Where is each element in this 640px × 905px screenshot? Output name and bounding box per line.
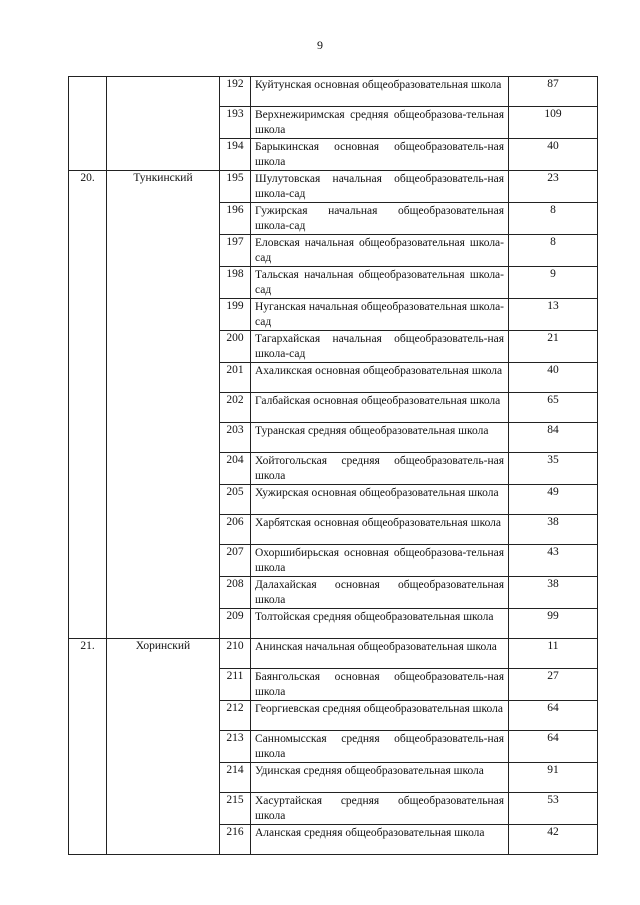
district-number-cell — [69, 77, 107, 171]
district-number-cell: 21. — [69, 639, 107, 855]
school-name-cell: Барыкинская основная общеобразователь-ная школа — [251, 139, 509, 171]
school-name-cell: Баянгольская основная общеобразователь-ная школа — [251, 669, 509, 701]
school-name-cell: Куйтунская основная общеобразовательная школа — [251, 77, 509, 107]
school-name-cell: Удинская средняя общеобразовательная школа — [251, 763, 509, 793]
student-count-cell: 65 — [509, 393, 598, 423]
school-name-cell: Галбайская основная общеобразовательная школа — [251, 393, 509, 423]
student-count-cell: 53 — [509, 793, 598, 825]
school-name-cell: Тагархайская начальная общеобразователь-ная школа-сад — [251, 331, 509, 363]
district-name-cell: Хоринский — [107, 639, 220, 855]
school-index-cell: 213 — [220, 731, 251, 763]
school-name-cell: Хужирская основная общеобразовательная школа — [251, 485, 509, 515]
school-index-cell: 203 — [220, 423, 251, 453]
school-name-cell: Аланская средняя общеобразовательная школа — [251, 825, 509, 855]
district-name-cell: Тункинский — [107, 171, 220, 639]
school-index-cell: 200 — [220, 331, 251, 363]
school-name-cell: Хасуртайская средняя общеобразовательная школа — [251, 793, 509, 825]
school-name-cell: Охоршибирьская основная общеобразова-тельная школа — [251, 545, 509, 577]
school-index-cell: 196 — [220, 203, 251, 235]
school-name-cell: Анинская начальная общеобразовательная школа — [251, 639, 509, 669]
school-index-cell: 205 — [220, 485, 251, 515]
school-index-cell: 210 — [220, 639, 251, 669]
school-index-cell: 209 — [220, 609, 251, 639]
school-index-cell: 202 — [220, 393, 251, 423]
student-count-cell: 64 — [509, 701, 598, 731]
school-index-cell: 192 — [220, 77, 251, 107]
table-row — [69, 171, 598, 203]
school-name-cell: Хойтогольская средняя общеобразователь-ная школа — [251, 453, 509, 485]
student-count-cell: 40 — [509, 363, 598, 393]
school-name-cell: Георгиевская средняя общеобразовательная школа — [251, 701, 509, 731]
student-count-cell: 35 — [509, 453, 598, 485]
school-index-cell: 207 — [220, 545, 251, 577]
school-index-cell: 195 — [220, 171, 251, 203]
school-name-cell: Нуганская начальная общеобразовательная школа-сад — [251, 299, 509, 331]
school-index-cell: 204 — [220, 453, 251, 485]
schools-table-body — [69, 77, 598, 855]
school-index-cell: 214 — [220, 763, 251, 793]
student-count-cell: 11 — [509, 639, 598, 669]
school-index-cell: 208 — [220, 577, 251, 609]
school-name-cell: Гужирская начальная общеобразовательная школа-сад — [251, 203, 509, 235]
school-index-cell: 194 — [220, 139, 251, 171]
student-count-cell: 49 — [509, 485, 598, 515]
page-number: 9 — [317, 38, 323, 52]
district-number-cell: 20. — [69, 171, 107, 639]
student-count-cell: 23 — [509, 171, 598, 203]
school-name-cell: Тальская начальная общеобразовательная школа-сад — [251, 267, 509, 299]
student-count-cell: 43 — [509, 545, 598, 577]
student-count-cell: 38 — [509, 577, 598, 609]
student-count-cell: 64 — [509, 731, 598, 763]
school-name-cell: Шулутовская начальная общеобразователь-ная школа-сад — [251, 171, 509, 203]
student-count-cell: 38 — [509, 515, 598, 545]
table-row — [69, 639, 598, 669]
school-name-cell: Санномысская средняя общеобразователь-ная школа — [251, 731, 509, 763]
school-index-cell: 216 — [220, 825, 251, 855]
school-index-cell: 206 — [220, 515, 251, 545]
student-count-cell: 87 — [509, 77, 598, 107]
school-name-cell: Верхнежиримская средняя общеобразова-тельная школа — [251, 107, 509, 139]
school-index-cell: 215 — [220, 793, 251, 825]
student-count-cell: 9 — [509, 267, 598, 299]
student-count-cell: 84 — [509, 423, 598, 453]
student-count-cell: 40 — [509, 139, 598, 171]
school-name-cell: Толтойская средняя общеобразовательная школа — [251, 609, 509, 639]
district-name-cell — [107, 77, 220, 171]
school-index-cell: 197 — [220, 235, 251, 267]
student-count-cell: 109 — [509, 107, 598, 139]
school-name-cell: Харбятская основная общеобразовательная школа — [251, 515, 509, 545]
student-count-cell: 99 — [509, 609, 598, 639]
student-count-cell: 91 — [509, 763, 598, 793]
school-name-cell: Туранская средняя общеобразовательная школа — [251, 423, 509, 453]
school-index-cell: 201 — [220, 363, 251, 393]
school-name-cell: Ахаликская основная общеобразовательная школа — [251, 363, 509, 393]
school-index-cell: 199 — [220, 299, 251, 331]
student-count-cell: 42 — [509, 825, 598, 855]
school-index-cell: 193 — [220, 107, 251, 139]
table-row — [69, 77, 598, 107]
school-index-cell: 212 — [220, 701, 251, 731]
school-index-cell: 211 — [220, 669, 251, 701]
student-count-cell: 8 — [509, 235, 598, 267]
student-count-cell: 13 — [509, 299, 598, 331]
school-name-cell: Еловская начальная общеобразовательная школа-сад — [251, 235, 509, 267]
school-name-cell: Далахайская основная общеобразовательная школа — [251, 577, 509, 609]
schools-table — [68, 76, 598, 855]
school-index-cell: 198 — [220, 267, 251, 299]
student-count-cell: 21 — [509, 331, 598, 363]
student-count-cell: 27 — [509, 669, 598, 701]
student-count-cell: 8 — [509, 203, 598, 235]
